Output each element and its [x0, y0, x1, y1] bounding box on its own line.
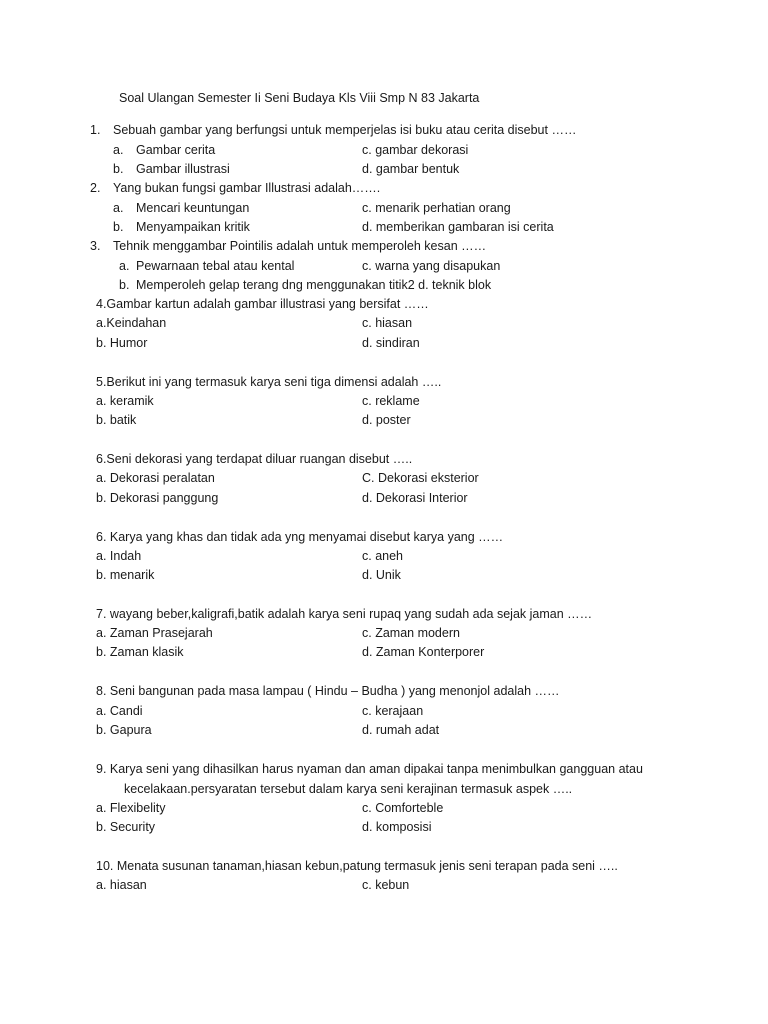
- option-a: a.Keindahan: [96, 316, 167, 330]
- question-5: 5.Berikut ini yang termasuk karya seni tiga dimensi adalah …..: [96, 375, 442, 389]
- option-b: b. Dekorasi panggung: [96, 491, 219, 505]
- option-row: [96, 469, 696, 488]
- option-d: d. Unik: [362, 568, 401, 582]
- option-c: c. kebun: [362, 878, 410, 892]
- option-row: [96, 702, 696, 721]
- question-2: [90, 179, 381, 198]
- option-d: d. memberikan gambaran isi cerita: [362, 220, 554, 234]
- option-d: d. Dekorasi Interior: [362, 491, 468, 505]
- option-label: a.: [113, 143, 124, 157]
- question-7: 7. wayang beber,kaligrafi,batik adalah karya seni rupaq yang sudah ada sejak jaman ……: [96, 607, 593, 621]
- option-c: c. aneh: [362, 549, 404, 563]
- option-label: b.: [113, 162, 124, 176]
- option-b: b. batik: [96, 413, 137, 427]
- page-title: Soal Ulangan Semester Ii Seni Budaya Kls Viii Smp N 83 Jakarta: [119, 91, 480, 105]
- option-row: [119, 257, 719, 276]
- option-b: b. Humor: [96, 336, 148, 350]
- question-number: 2.: [90, 181, 101, 195]
- question-9-continued: kecelakaan.persyaratan tersebut dalam karya seni kerajinan termasuk aspek …..: [124, 782, 573, 796]
- option-a: a. Candi: [96, 704, 143, 718]
- option-row: [96, 721, 696, 740]
- question-9: 9. Karya seni yang dihasilkan harus nyaman dan aman dipakai tanpa menimbulkan gangguan atau: [96, 762, 643, 776]
- option-row: [113, 218, 713, 237]
- option-label: b.: [113, 220, 124, 234]
- question-text: Tehnik menggambar Pointilis adalah untuk memperoleh kesan ……: [113, 239, 487, 253]
- option-b: Gambar illustrasi: [136, 162, 230, 176]
- option-b-and-d: Memperoleh gelap terang dng menggunakan titik2 d. teknik blok: [136, 278, 492, 292]
- option-a: a. Dekorasi peralatan: [96, 471, 215, 485]
- option-row: [113, 160, 713, 179]
- option-c: c. hiasan: [362, 316, 413, 330]
- option-a: a. hiasan: [96, 878, 147, 892]
- question-text: Yang bukan fungsi gambar Illustrasi adalah…….: [113, 181, 381, 195]
- option-row: [96, 489, 696, 508]
- option-row: [96, 314, 696, 333]
- option-d: d. gambar bentuk: [362, 162, 460, 176]
- option-row: [113, 199, 713, 218]
- question-number: 1.: [90, 123, 101, 137]
- option-b: b. Zaman klasik: [96, 645, 184, 659]
- option-row: [113, 141, 713, 160]
- option-row: [119, 276, 719, 295]
- option-b: Menyampaikan kritik: [136, 220, 250, 234]
- question-4: 4.Gambar kartun adalah gambar illustrasi yang bersifat ……: [96, 297, 429, 311]
- option-a: a. keramik: [96, 394, 154, 408]
- option-b: b. menarik: [96, 568, 155, 582]
- option-label: a.: [113, 201, 124, 215]
- option-row: [96, 643, 696, 662]
- option-c: C. Dekorasi eksterior: [362, 471, 479, 485]
- option-d: d. rumah adat: [362, 723, 440, 737]
- option-c: c. Comforteble: [362, 801, 444, 815]
- question-10: 10. Menata susunan tanaman,hiasan kebun,patung termasuk jenis seni terapan pada seni …..: [96, 859, 618, 873]
- question-8: 8. Seni bangunan pada masa lampau ( Hindu – Budha ) yang menonjol adalah ……: [96, 684, 560, 698]
- option-d: d. komposisi: [362, 820, 432, 834]
- option-a: Pewarnaan tebal atau kental: [136, 259, 295, 273]
- option-row: [96, 411, 696, 430]
- option-row: [96, 876, 696, 895]
- question-6: 6.Seni dekorasi yang terdapat diluar ruangan disebut …..: [96, 452, 413, 466]
- option-row: [96, 392, 696, 411]
- option-label: b.: [119, 278, 130, 292]
- option-a: a. Flexibelity: [96, 801, 166, 815]
- option-d: d. poster: [362, 413, 411, 427]
- option-row: [96, 334, 696, 353]
- option-row: [96, 624, 696, 643]
- option-row: [96, 566, 696, 585]
- option-a: a. Indah: [96, 549, 142, 563]
- question-3: [90, 237, 487, 256]
- option-d: d. Zaman Konterporer: [362, 645, 485, 659]
- option-row: [96, 547, 696, 566]
- option-c: c. warna yang disapukan: [362, 259, 501, 273]
- option-a: Gambar cerita: [136, 143, 216, 157]
- option-a: Mencari keuntungan: [136, 201, 250, 215]
- option-c: c. reklame: [362, 394, 420, 408]
- option-d: d. sindiran: [362, 336, 420, 350]
- option-c: c. kerajaan: [362, 704, 424, 718]
- option-c: c. menarik perhatian orang: [362, 201, 511, 215]
- option-row: [96, 818, 696, 837]
- question-text: Sebuah gambar yang berfungsi untuk memperjelas isi buku atau cerita disebut ……: [113, 123, 577, 137]
- option-label: a.: [119, 259, 130, 273]
- question-1: [90, 121, 577, 140]
- question-6b: 6. Karya yang khas dan tidak ada yng menyamai disebut karya yang ……: [96, 530, 504, 544]
- option-a: a. Zaman Prasejarah: [96, 626, 213, 640]
- option-c: c. gambar dekorasi: [362, 143, 469, 157]
- option-b: b. Security: [96, 820, 156, 834]
- question-number: 3.: [90, 239, 101, 253]
- option-row: [96, 799, 696, 818]
- option-b: b. Gapura: [96, 723, 152, 737]
- option-c: c. Zaman modern: [362, 626, 460, 640]
